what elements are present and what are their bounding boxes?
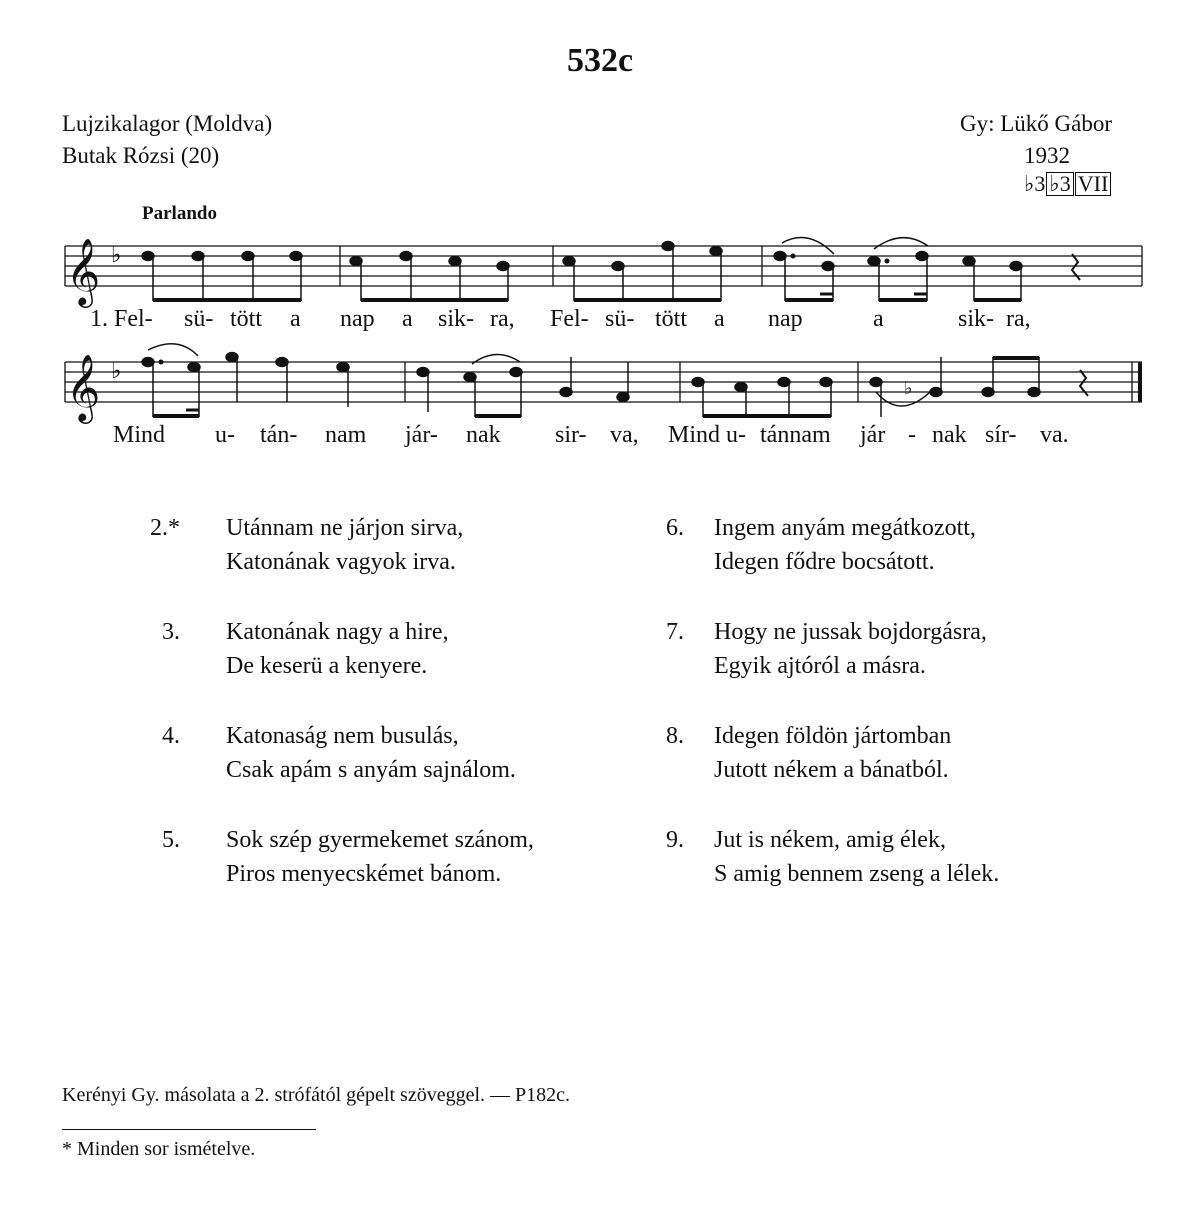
source-note: Kerényi Gy. másolata a 2. strófától gépelt szöveggel. — P182c.: [62, 1084, 571, 1106]
lyric-syllable: sir-: [555, 422, 587, 448]
lyric-syllable: a: [402, 306, 413, 332]
flat-icon: ♭: [111, 359, 122, 384]
music-score: [0, 0, 1200, 470]
collector-label: Gy: Lükő Gábor: [960, 111, 1113, 136]
lyric-syllable: sik-: [438, 306, 474, 332]
notes-measure-3: [563, 242, 722, 302]
verse-text: Katonaság nem busulás, Csak apám s anyám sajnálom.: [226, 723, 516, 783]
cadence-3: VII: [1075, 172, 1112, 196]
lyric-syllable: jár-: [405, 422, 438, 448]
verse-6: [618, 511, 999, 579]
cadence-1: ♭3: [1024, 171, 1046, 196]
lyric-syllable: u-: [215, 422, 235, 448]
lyric-syllable: va.: [1040, 422, 1069, 448]
lyric-syllable: nam: [325, 422, 367, 448]
verse-9: [618, 823, 999, 891]
verse-text: Utánnam ne járjon sirva, Katonának vagyok irva.: [226, 515, 464, 575]
lyric-syllable: a: [873, 306, 884, 332]
treble-clef-icon: 𝄞: [66, 353, 101, 421]
lyric-syllable: a: [290, 306, 301, 332]
notes-measure-8: [870, 357, 1088, 417]
lyric-syllable: tán-: [260, 422, 298, 448]
lyric-syllable: nak: [932, 422, 967, 448]
lyrics-line-2: [0, 422, 1200, 454]
notes-measure-6: [417, 354, 629, 417]
verse-number: 2.*: [150, 515, 180, 541]
lyrics-line-1: [0, 306, 1200, 338]
verse-2: [114, 511, 534, 579]
lyric-syllable: tött: [230, 306, 263, 332]
verse-7: [618, 615, 999, 683]
lyric-syllable: sü-: [605, 306, 635, 332]
verse-5: [114, 823, 534, 891]
lyric-syllable: 1. Fel-: [90, 306, 153, 332]
footnote: * Minden sor ismételve.: [62, 1138, 256, 1160]
verse-3: [114, 615, 534, 683]
notes-measure-7: [692, 378, 832, 418]
lyric-syllable: a: [714, 306, 725, 332]
footnote-divider: [62, 1129, 316, 1130]
lyric-syllable: nap: [340, 306, 375, 332]
lyric-syllable: Mind: [113, 422, 166, 448]
verse-number: 9.: [666, 827, 684, 853]
flat-icon: ♭: [111, 243, 122, 268]
verse-number: 8.: [666, 723, 684, 749]
lyric-syllable: -: [908, 422, 916, 448]
lyric-syllable: ra,: [1006, 306, 1031, 332]
lyric-syllable: ra,: [490, 306, 515, 332]
verse-text: Hogy ne jussak bojdorgásra, Egyik ajtóról a másra.: [714, 619, 987, 679]
lyric-syllable: tött: [655, 306, 688, 332]
treble-clef-icon: 𝄞: [66, 237, 101, 305]
staff-2: [65, 362, 1142, 402]
year-label: 1932: [1024, 143, 1070, 168]
verses-right: [618, 511, 999, 891]
verse-text: Ingem anyám megátkozott, Idegen fődre bocsátott.: [714, 515, 976, 575]
verse-text: Jut is nékem, amig élek, S amig bennem zseng a lélek.: [714, 827, 1000, 887]
verse-text: Idegen földön jártomban Jutott nékem a bánatból.: [714, 723, 952, 783]
verse-text: Katonának nagy a hire, De keserü a kenyere.: [226, 619, 449, 679]
page-title: 532c: [566, 42, 634, 79]
lyric-syllable: tánnam: [760, 422, 831, 448]
verse-number: 6.: [666, 515, 684, 541]
lyric-syllable: nak: [466, 422, 501, 448]
staff-1: [65, 246, 1142, 286]
verses-left: [114, 511, 534, 891]
lyric-syllable: nap: [768, 306, 803, 332]
lyric-syllable: sír-: [985, 422, 1017, 448]
lyric-syllable: va,: [610, 422, 639, 448]
cadence-2: ♭3: [1046, 172, 1073, 196]
lyric-syllable: jár: [860, 422, 886, 448]
lyric-syllable: sik-: [958, 306, 994, 332]
verse-number: 5.: [162, 827, 180, 853]
verse-8: [618, 719, 999, 787]
lyric-syllable: Fel-: [550, 306, 589, 332]
verse-text: Sok szép gyermekemet szánom, Piros menyecskémet bánom.: [226, 827, 534, 887]
singer-label: Butak Rózsi (20): [62, 143, 220, 168]
verse-number: 7.: [666, 619, 684, 645]
place-label: Lujzikalagor (Moldva): [62, 111, 273, 136]
notes-measure-5: [142, 344, 349, 417]
verse-number: 3.: [162, 619, 180, 645]
verse-number: 4.: [162, 723, 180, 749]
notes-measure-4: [774, 238, 1080, 301]
tempo-marking: Parlando: [142, 203, 217, 224]
svg-text:♭: ♭: [904, 378, 913, 399]
lyric-syllable: Mind u-: [668, 422, 746, 448]
lyric-syllable: sü-: [184, 306, 214, 332]
verse-4: [114, 719, 534, 787]
